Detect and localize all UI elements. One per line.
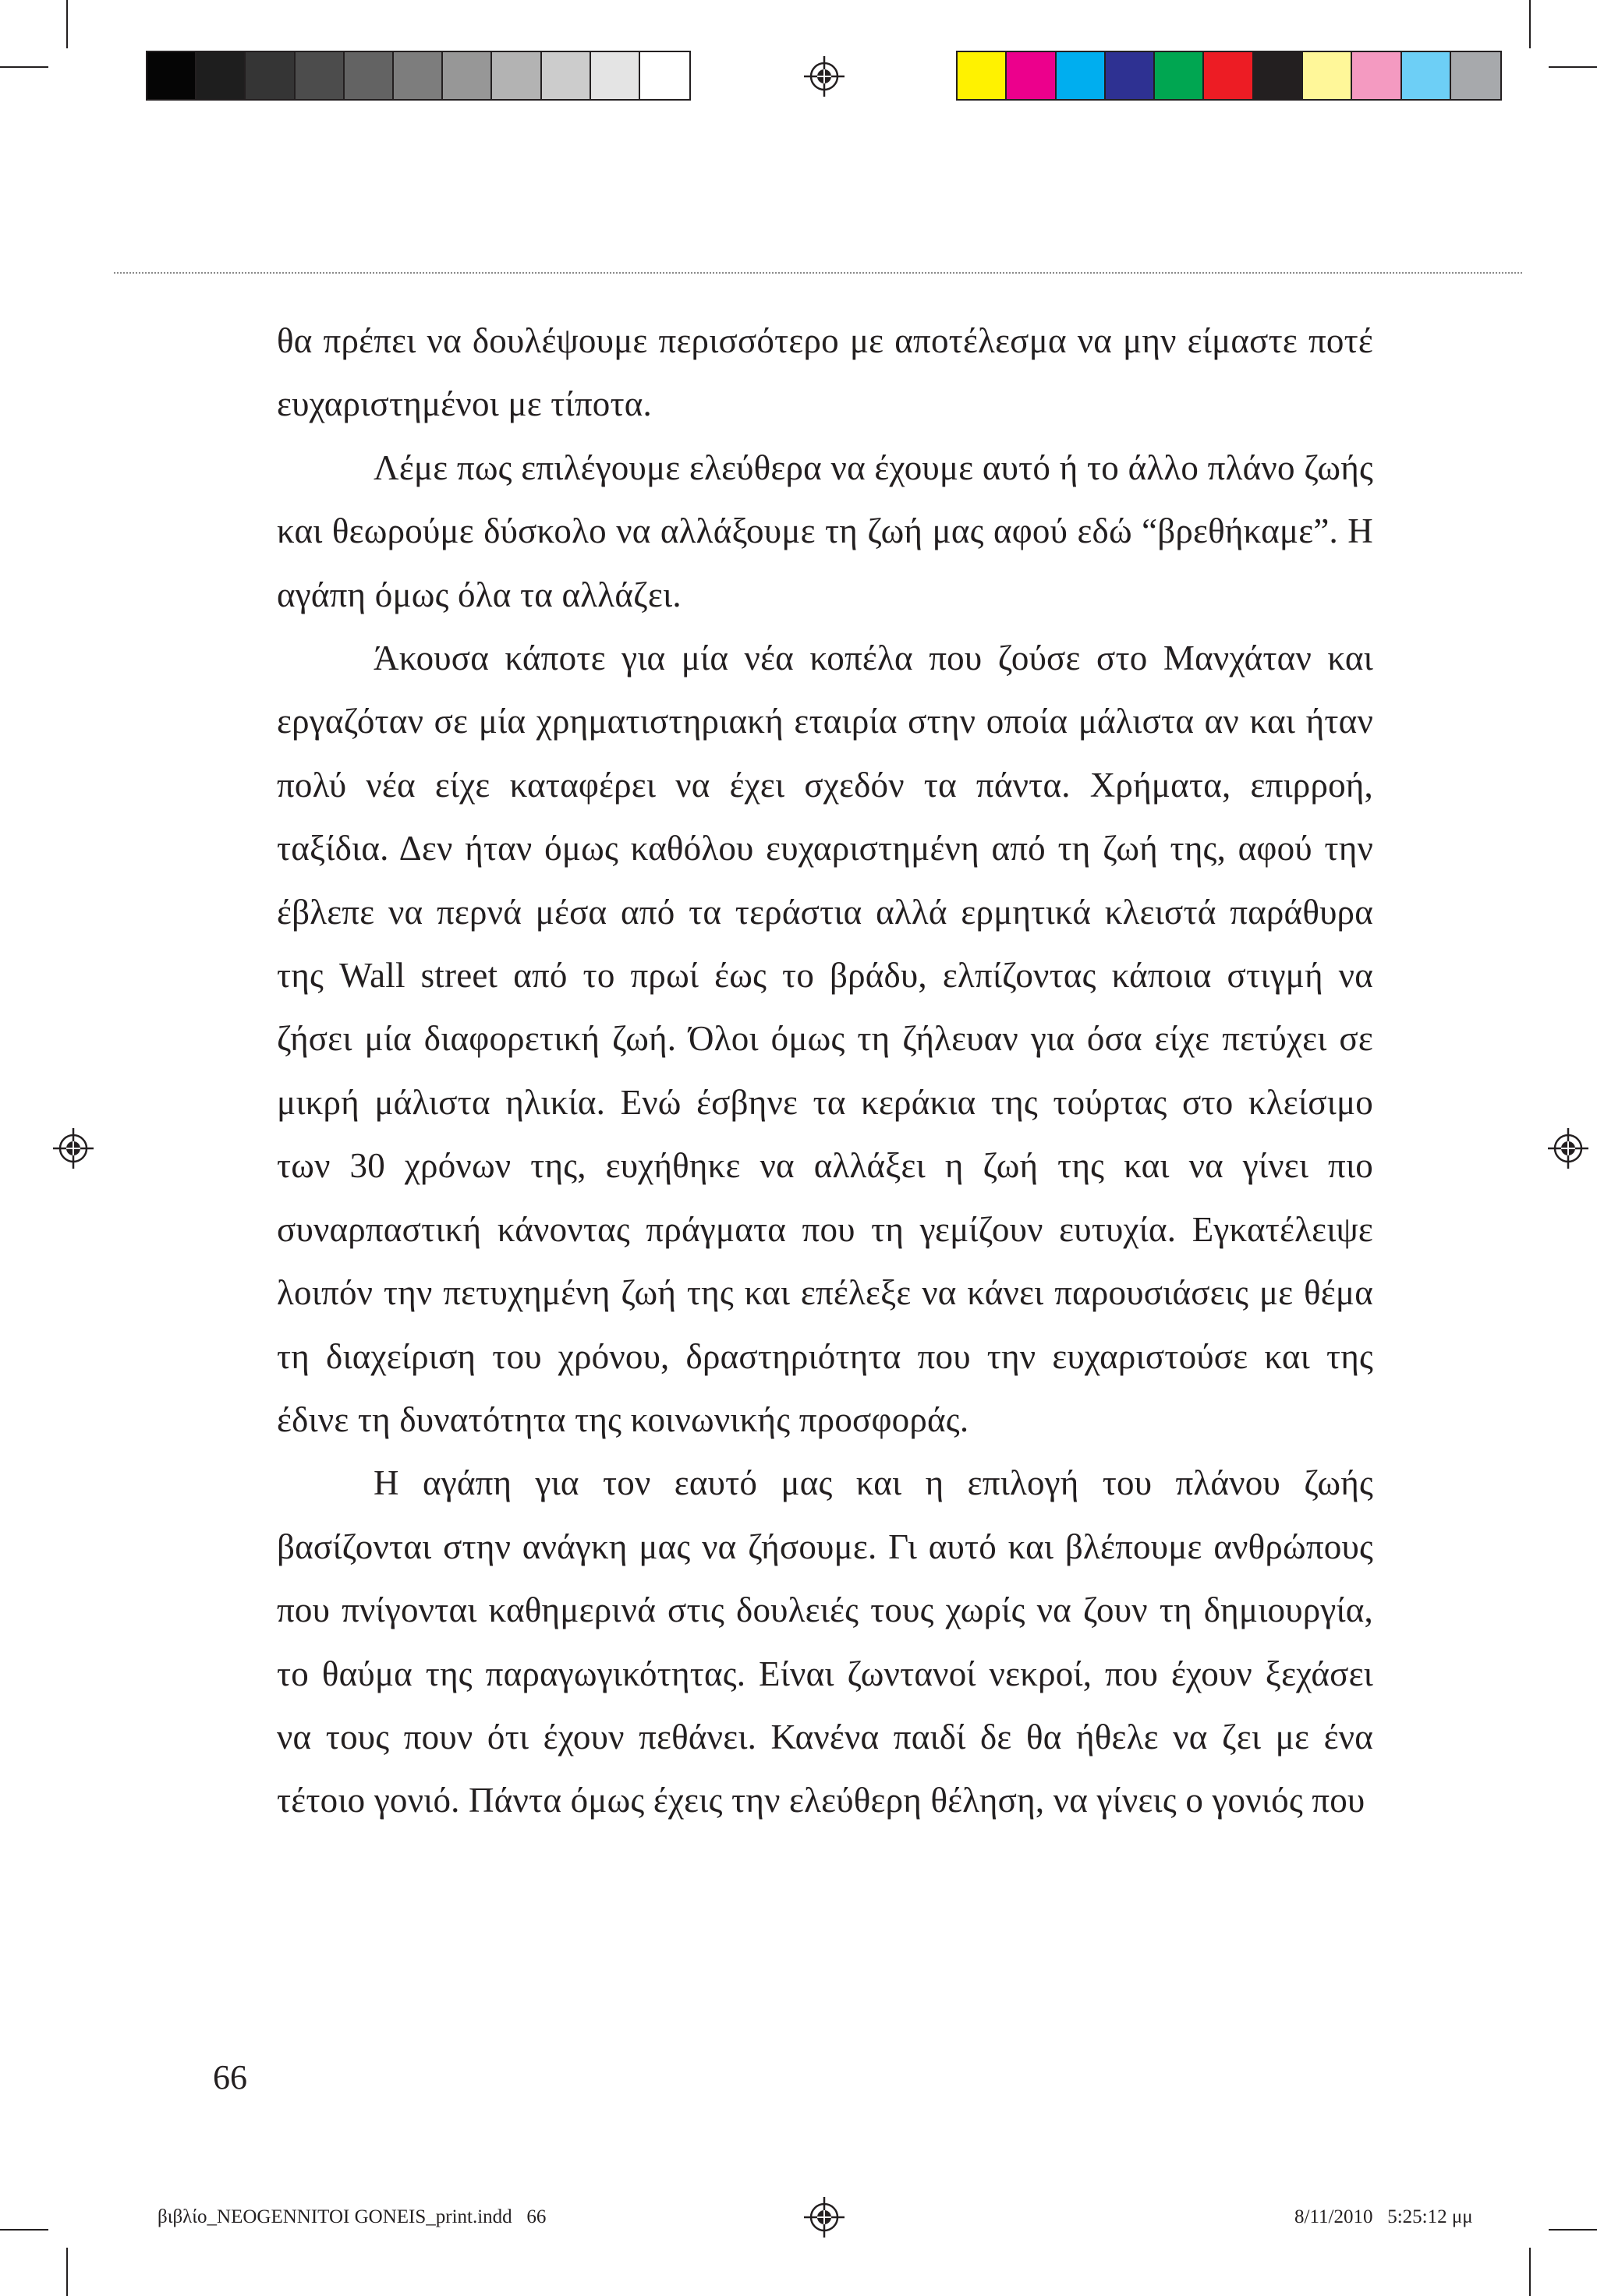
body-text (277, 310, 1373, 1833)
color-swatch (1352, 52, 1401, 99)
crop-mark (0, 66, 48, 68)
registration-mark-icon (53, 1128, 94, 1169)
gray-swatch (591, 52, 640, 99)
paragraph: Λέμε πως επιλέγουμε ελεύθερα να έχουμε αυτό ή το άλλο πλάνο ζωής και θεωρούμε δύσκολο να αλλάξουμε τη ζωή μας αφού εδώ “βρεθήκαμε”. Η αγάπη όμως όλα τα αλλάζει. (277, 448, 1373, 614)
registration-mark-icon (1548, 1128, 1588, 1169)
gray-swatch (640, 52, 689, 99)
gray-swatch (542, 52, 591, 99)
color-swatch (1155, 52, 1204, 99)
color-control-strip (956, 51, 1502, 101)
color-swatch (1106, 52, 1155, 99)
gray-swatch (345, 52, 394, 99)
crop-mark (0, 2229, 48, 2231)
grayscale-control-strip (146, 51, 691, 101)
color-swatch (1057, 52, 1106, 99)
crop-mark (1549, 2229, 1597, 2231)
page-number: 66 (213, 2058, 247, 2096)
gray-swatch (492, 52, 541, 99)
color-swatch (1007, 52, 1056, 99)
registration-mark-icon (804, 56, 845, 97)
crop-mark (1529, 0, 1531, 48)
gray-swatch (197, 52, 246, 99)
color-swatch (1402, 52, 1451, 99)
gray-swatch (443, 52, 492, 99)
slug-filename: βιβλίο_NEOGENNITOI GONEIS_print.indd 66 (158, 2206, 547, 2227)
gray-swatch (296, 52, 345, 99)
crop-mark (1549, 66, 1597, 68)
crop-mark (66, 0, 68, 48)
paragraph: Άκουσα κάποτε για μία νέα κοπέλα που ζούσε στο Μανχάταν και εργαζόταν σε μία χρηματιστηριακή εταιρία στην οποία μάλιστα αν και ήταν πολύ νέα είχε καταφέρει να έχει σχεδόν τα πάντα. Χρήματα, επιρροή, ταξίδια. Δεν ήταν όμως καθόλου ευχαριστημένη από τη ζωή της, αφού την έβλεπε να περνά μέσα από τα τεράστια αλλά ερμητικά κλειστά παράθυρα της Wall street από το πρωί έως το βράδυ, ελπίζοντας κάποια στιγμή να ζήσει μία διαφορετική ζωή. Όλοι όμως τη ζήλευαν για όσα είχε πετύχει σε μικρή μάλιστα ηλικία. Ενώ έσβηνε τα κεράκια της τούρτας στο κλείσιμο των 30 χρόνων της, ευχήθηκε να αλλάξει η ζωή της και να γίνει πιο συναρπαστική κάνοντας πράγματα που τη γεμίζουν ευτυχία. Εγκατέλειψε λοιπόν την πετυχημένη ζωή της και επέλεξε να κάνει παρουσιάσεις με θέμα τη διαχείριση του χρόνου, δραστηριότητα που την ευχαριστούσε και της έδινε τη δυνατότητα της κοινωνικής προσφοράς. (277, 639, 1373, 1439)
crop-mark (66, 2248, 68, 2296)
color-swatch (958, 52, 1007, 99)
gray-swatch (246, 52, 295, 99)
crop-mark (1529, 2248, 1531, 2296)
paragraph: θα πρέπει να δουλέψουμε περισσότερο με αποτέλεσμα να μην είμαστε ποτέ ευχαριστημένοι με τίποτα. (277, 321, 1373, 424)
gray-swatch (147, 52, 197, 99)
color-swatch (1204, 52, 1253, 99)
color-swatch (1254, 52, 1303, 99)
color-swatch (1451, 52, 1500, 99)
registration-mark-icon (804, 2197, 845, 2238)
slug-timestamp: 8/11/2010 5:25:12 μμ (1294, 2206, 1473, 2227)
paragraph: Η αγάπη για τον εαυτό μας και η επιλογή του πλάνου ζωής βασίζονται στην ανάγκη μας να ζήσουμε. Γι αυτό και βλέπουμε ανθρώπους που πνίγονται καθημερινά στις δουλειές τους χωρίς να ζουν τη δημιουργία, το θαύμα της παραγωγικότητας. Είναι ζωντανοί νεκροί, που έχουν ξεχάσει να τους πουν ότι έχουν πεθάνει. Κανένα παιδί δε θα ήθελε να ζει με ένα τέτοιο γονιό. Πάντα όμως έχεις την ελεύθερη θέληση, να γίνεις ο γονιός που (277, 1463, 1373, 1820)
gray-swatch (394, 52, 443, 99)
color-swatch (1303, 52, 1352, 99)
trim-line (114, 272, 1522, 274)
